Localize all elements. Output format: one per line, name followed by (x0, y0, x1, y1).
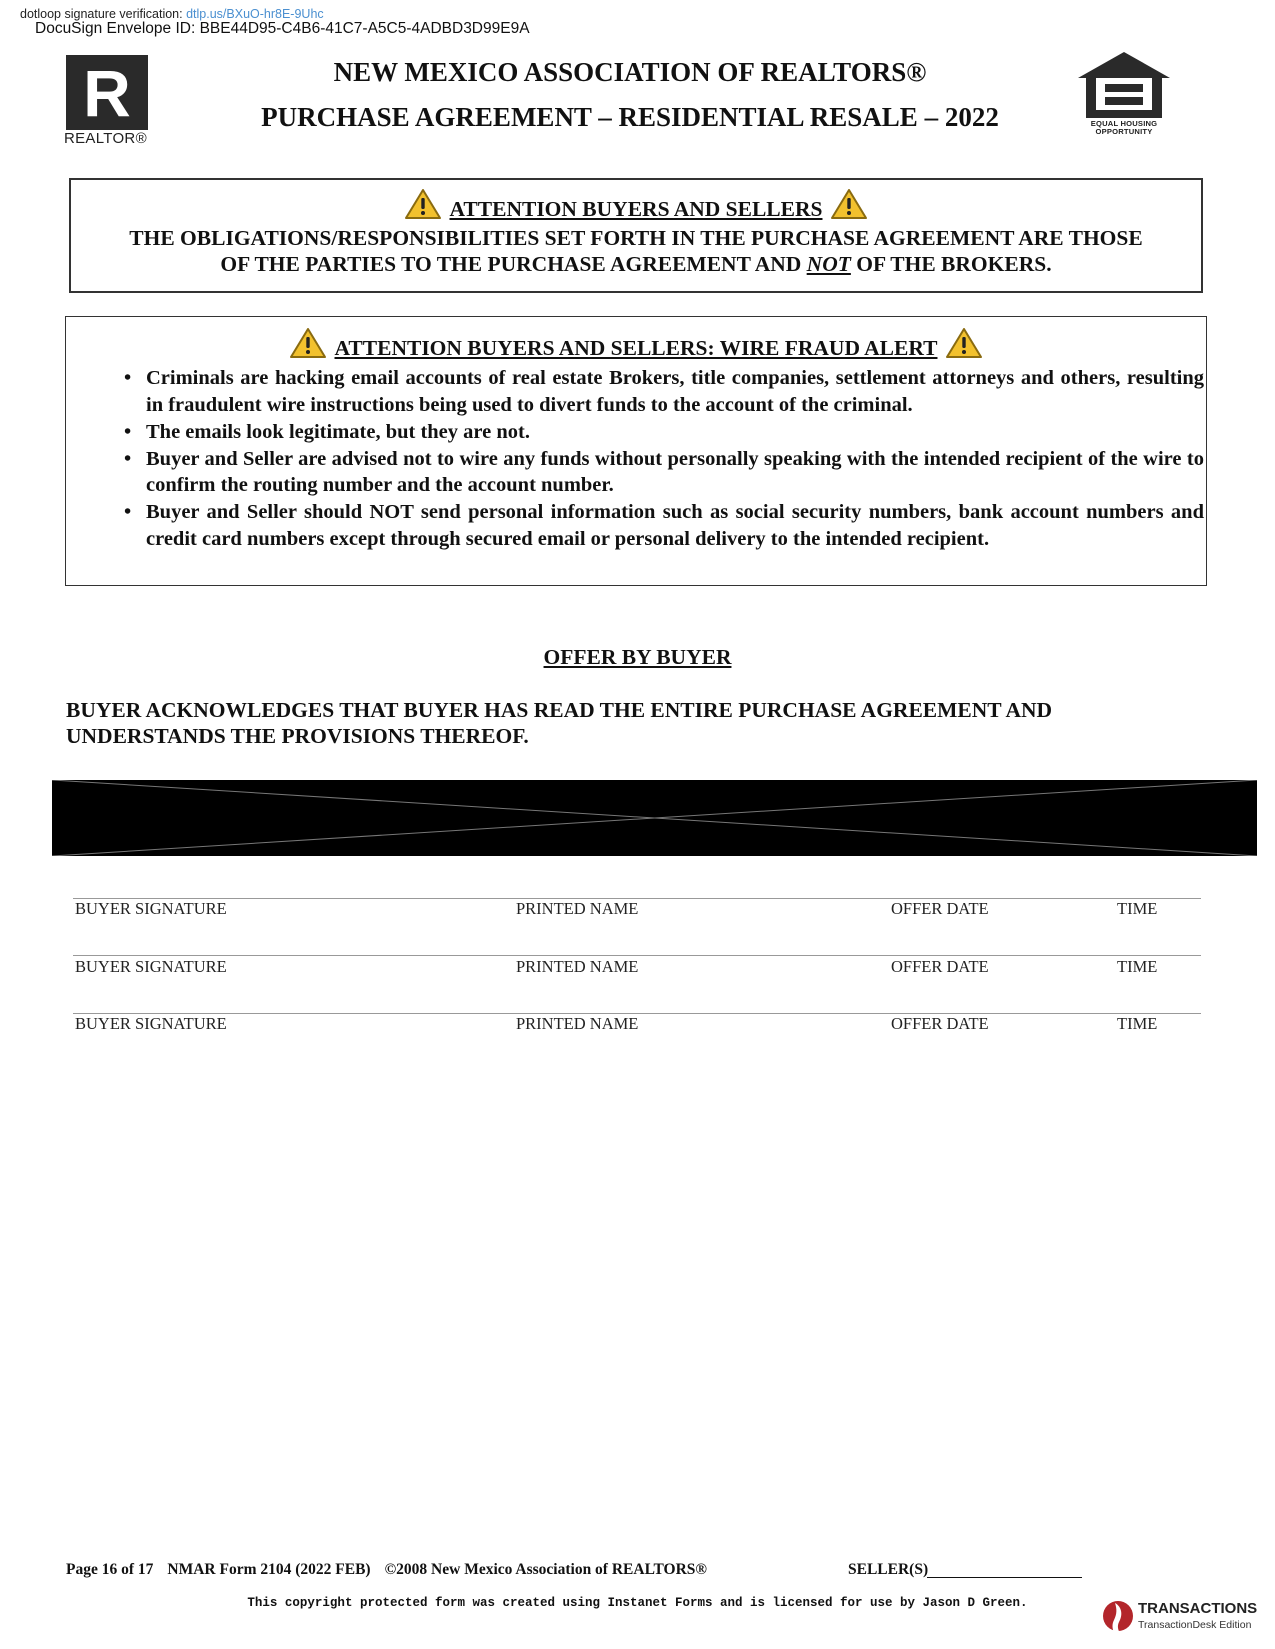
offer-date-label: OFFER DATE (891, 957, 989, 976)
buyer-acknowledgement (66, 697, 1226, 749)
offer-date-label: OFFER DATE (891, 1014, 989, 1033)
wire-fraud-heading-row (65, 327, 1207, 361)
seller-initials-line[interactable] (927, 1577, 1082, 1578)
time-label: TIME (1117, 1014, 1158, 1033)
license-notice: This copyright protected form was created using Instanet Forms and is licensed for use by Jason D Green. (247, 1596, 1028, 1610)
printed-name-label: PRINTED NAME (516, 1014, 639, 1033)
house-icon (1072, 50, 1176, 120)
warning-icon (289, 327, 327, 359)
buyer-signature-label: BUYER SIGNATURE (75, 899, 227, 918)
attention-heading-row (69, 188, 1203, 222)
signature-line[interactable] (73, 955, 1201, 956)
transactions-logo-icon (1102, 1598, 1136, 1634)
wire-fraud-bullets (124, 365, 1204, 553)
realtor-logo-letter: R (83, 55, 131, 130)
wire-fraud-bullet: • Buyer and Seller are advised not to wire any funds without personally speaking with the intended recipient of the wire to confirm the routing number and the account number. (124, 446, 1204, 499)
buyer-signature-label: BUYER SIGNATURE (75, 957, 227, 976)
verification-label: dotloop signature verification: (20, 7, 183, 21)
attention-text-line2 (69, 252, 1203, 277)
offer-date-label: OFFER DATE (891, 899, 989, 918)
transactions-logo (1102, 1598, 1262, 1638)
warning-icon (830, 188, 868, 220)
wire-fraud-bullet: • The emails look legitimate, but they are not. (124, 419, 1204, 446)
time-label: TIME (1117, 899, 1158, 918)
transactions-brand-sub: TransactionDesk Edition (1138, 1619, 1252, 1631)
footer-copyright: ©2008 New Mexico Association of REALTORS® (384, 1561, 707, 1578)
attention-text-line1: THE OBLIGATIONS/RESPONSIBILITIES SET FORTH IN THE PURCHASE AGREEMENT ARE THOSE (129, 226, 1143, 250)
buyer-signature-label: BUYER SIGNATURE (75, 1014, 227, 1033)
verification-link[interactable]: dtlp.us/BXuO-hr8E-9Uhc (186, 7, 324, 21)
association-title: NEW MEXICO ASSOCIATION OF REALTORS® (333, 57, 927, 87)
form-number: NMAR Form 2104 (2022 FEB) (167, 1561, 371, 1578)
signature-verification (20, 7, 324, 21)
document-title: PURCHASE AGREEMENT – RESIDENTIAL RESALE – 2022 (261, 102, 999, 132)
equal-housing-caption (1072, 120, 1176, 136)
attention-heading: ATTENTION BUYERS AND SELLERS (449, 197, 823, 221)
wire-fraud-bullet: • Criminals are hacking email accounts of real estate Brokers, title companies, settlement attorneys and others, resulting in fraudulent wire instructions being used to divert funds to the account of the criminal. (124, 365, 1204, 418)
attention-line2-emphasis: NOT (806, 252, 851, 276)
equal-housing-logo (1072, 50, 1176, 142)
page-number: Page 16 of 17 (66, 1561, 154, 1578)
attention-line2-start: OF THE PARTIES TO THE PURCHASE AGREEMENT AND (220, 252, 807, 276)
seller-initials-label: SELLER(S) (848, 1561, 929, 1578)
warning-icon (945, 327, 983, 359)
printed-name-label: PRINTED NAME (516, 899, 639, 918)
realtor-logo (64, 55, 156, 145)
redaction-cross (52, 780, 1257, 856)
offer-title: OFFER BY BUYER (543, 645, 732, 669)
attention-line2-end: OF THE BROKERS. (850, 252, 1052, 276)
redacted-signature-block (52, 780, 1257, 856)
page-footer (66, 1561, 707, 1579)
eho-caption-line1: EQUAL HOUSING (1090, 119, 1158, 128)
wire-fraud-heading: ATTENTION BUYERS AND SELLERS: WIRE FRAUD ALERT (334, 336, 938, 360)
warning-icon (404, 188, 442, 220)
acknowledgement-line2: UNDERSTANDS THE PROVISIONS THEREOF. (66, 724, 529, 748)
printed-name-label: PRINTED NAME (516, 957, 639, 976)
time-label: TIME (1117, 957, 1158, 976)
eho-caption-line2: OPPORTUNITY (1095, 127, 1153, 137)
wire-fraud-bullet: • Buyer and Seller should NOT send personal information such as social security numbers, bank account numbers and credit card numbers except through secured email or personal delivery to the intended recipient. (124, 499, 1204, 552)
acknowledgement-line1: BUYER ACKNOWLEDGES THAT BUYER HAS READ THE ENTIRE PURCHASE AGREEMENT AND (66, 698, 1053, 722)
envelope-id: DocuSign Envelope ID: BBE44D95-C4B6-41C7-A5C5-4ADBD3D99E9A (35, 20, 530, 37)
realtor-logo-text: REALTOR® (64, 130, 147, 147)
transactions-brand: TRANSACTIONS (1138, 1600, 1258, 1617)
